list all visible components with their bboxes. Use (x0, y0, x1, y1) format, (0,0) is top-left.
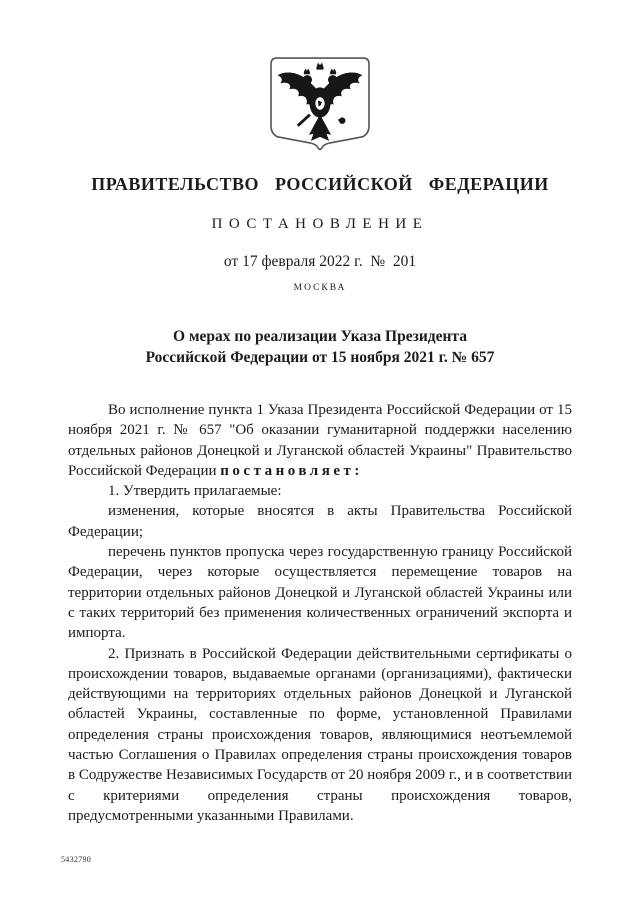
decree-title-line2: Российской Федерации от 15 ноября 2021 г. № 657 (145, 349, 495, 366)
paragraph-item1-sub2: перечень пунктов пропуска через государственную границу Российской Федерации, через которые осуществляется перемещение товаров на территории отдельных районов Донецкой и Луганской областей Украины или с таких территорий без применения количественных ограничений экспорта и импорта. (68, 544, 572, 642)
resolves-emphasis: постановляет: (220, 462, 363, 479)
decree-date-number: от 17 февраля 2022 г. № 201 (223, 253, 417, 270)
preamble-text: Во исполнение пункта 1 Указа Президента Российской Федерации от 15 ноября 2021 г. № 657 "Об оказании гуманитарной поддержки населению отдельных районов Донецкой и Луганской областей Украины" Правительство Российской Федерации (68, 402, 572, 479)
paragraph-preamble (68, 400, 572, 481)
paragraph-item1-sub1: изменения, которые вносятся в акты Правительства Российской Федерации; (68, 503, 572, 540)
paragraph-item1: 1. Утвердить прилагаемые: (108, 483, 282, 500)
paragraph-item2: 2. Признать в Российской Федерации действительными сертификаты о происхождении товаров, выдаваемые органами (организациями), фактически действующими на территориях отдельных районов Донецкой и Луганской областей Украины, составленные по форме, установленной Правилами определения страны происхождения товаров, являющимися неотъемлемой частью Соглашения о Правилах определения страны происхождения товаров в Содружестве Независимых Государств от 20 ноября 2009 г., и в соответствии с критериями определения страны происхождения товаров, предусмотренными указанными Правилами. (68, 645, 573, 824)
city-label: МОСКВА (293, 283, 347, 293)
decree-body (68, 400, 572, 826)
decree-title-line1: О мерах по реализации Указа Президента (173, 328, 467, 345)
decree-type-label: ПОСТАНОВЛЕНИЕ (211, 216, 429, 232)
document-registration-number: 5432790 (61, 855, 92, 864)
government-header: ПРАВИТЕЛЬСТВО РОССИЙСКОЙ ФЕДЕРАЦИИ (91, 174, 549, 194)
coat-of-arms-icon (267, 56, 373, 153)
decree-title (0, 326, 640, 368)
